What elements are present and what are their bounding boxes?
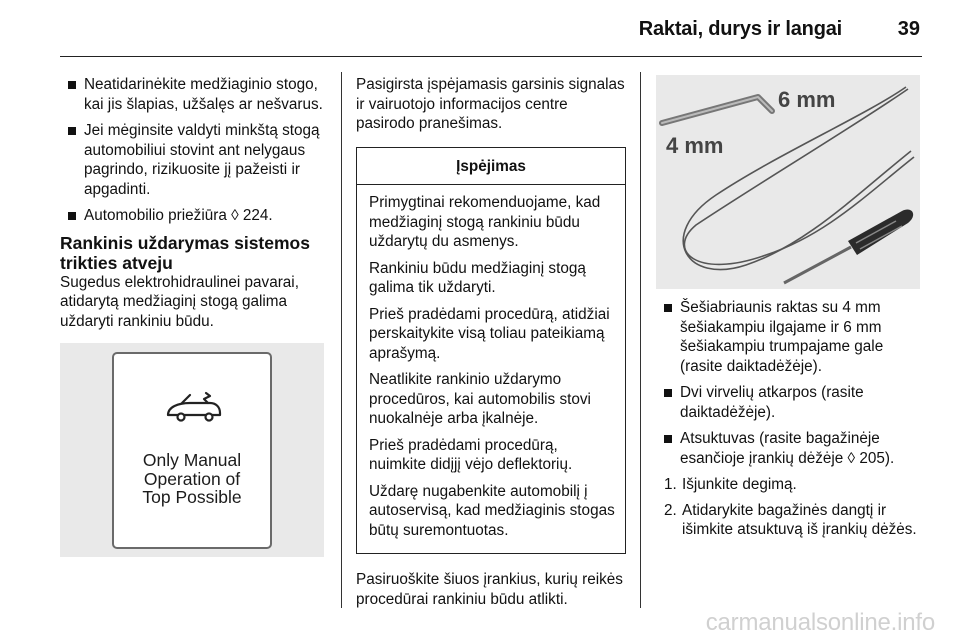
- step-item: 1. Išjunkite degimą.: [664, 476, 797, 493]
- section-heading: Rankinis uždarymas sistemos trikties atveju: [60, 232, 310, 273]
- step-item: 2. Atidarykite bagažinės dangtį ir išimkite atsuktuvą iš įrankių dėžės.: [664, 501, 917, 538]
- list-item: Automobilio priežiūra ◊ 224.: [60, 206, 328, 226]
- square-bullet-icon: [68, 81, 76, 89]
- list-item: Neatidarinėkite medžiaginio stogo, kai jis šlapias, užšalęs ar nešvarus.: [60, 75, 328, 114]
- left-bullet-list: [60, 75, 328, 226]
- list-item: Atsuktuvas (rasite bagažinėje esančioje įrankių dėžėje ◊ 205).: [656, 429, 921, 468]
- watermark: carmanualsonline.info: [705, 609, 935, 636]
- intro-paragraph: Pasigirsta įspėjamasis garsinis signalas ir vairuotojo informacijos centre pasirodo pranešimas.: [356, 76, 625, 132]
- screwdriver-icon: [784, 210, 913, 283]
- tools-bullet-list: [656, 298, 921, 468]
- square-bullet-icon: [664, 389, 672, 397]
- square-bullet-icon: [664, 435, 672, 443]
- square-bullet-icon: [68, 127, 76, 135]
- list-item: Šešiabriaunis raktas su 4 mm šešiakampiu ilgajame ir 6 mm šešiakampiu trumpajame gale (rasite daiktadėžėje).: [656, 298, 921, 376]
- middle-column: [356, 75, 626, 609]
- header-divider: [60, 56, 922, 57]
- tools-intro-paragraph: Pasiruoškite šiuos įrankius, kurių reikės procedūrai rankiniu būdu atlikti.: [356, 571, 623, 608]
- label-4mm: 4 mm: [666, 133, 724, 158]
- page-header-title: Raktai, durys ir langai: [638, 18, 842, 40]
- warning-title: Įspėjimas: [357, 148, 625, 186]
- column-divider-right: [640, 72, 641, 608]
- warning-body: [357, 185, 625, 553]
- list-item: Dvi virvelių atkarpos (rasite daiktadėžėje).: [656, 383, 921, 422]
- display-message-figure: [60, 343, 324, 557]
- warning-paragraph: Prieš pradėdami procedūrą, nuimkite didįjį vėjo deflektorių.: [369, 436, 573, 473]
- tools-figure: [656, 75, 920, 289]
- warning-paragraph: Primygtinai rekomenduojame, kad medžiaginį stogą rankiniu būdu uždarytų du asmenys.: [369, 194, 601, 250]
- square-bullet-icon: [664, 304, 672, 312]
- warning-box: [356, 147, 626, 555]
- left-column: [60, 75, 328, 331]
- square-bullet-icon: [68, 212, 76, 220]
- hex-key-icon: [662, 97, 772, 123]
- warning-paragraph: Rankiniu būdu medžiaginį stogą galima tik uždaryti.: [369, 259, 586, 296]
- right-column: [656, 298, 921, 546]
- warning-paragraph: Uždarę nugabenkite automobilį į autoservisą, kad medžiaginis stogas būtų suremontuotas.: [369, 482, 615, 539]
- warning-paragraph: Prieš pradėdami procedūrą, atidžiai perskaitykite visą toliau pateikiamą aprašymą.: [369, 305, 610, 362]
- page-number: 39: [897, 18, 920, 40]
- convertible-car-icon: [164, 391, 224, 425]
- display-message-text: Only Manual Operation of Top Possible: [142, 450, 242, 507]
- warning-paragraph: Neatlikite rankinio uždarymo procedūros, kai automobilis stovi nuokalnėje arba įkalnėje.: [369, 371, 591, 427]
- column-divider-left: [341, 72, 342, 608]
- label-6mm: 6 mm: [778, 87, 836, 112]
- section-paragraph: Sugedus elektrohidraulinei pavarai, atidarytą medžiaginį stogą galima uždaryti rankiniu būdu.: [60, 273, 299, 330]
- list-item: Jei mėginsite valdyti minkštą stogą automobiliui stovint ant nelygaus pagrindo, rizikuosite jį pažeisti ir apgadinti.: [60, 121, 328, 199]
- steps-list: [656, 475, 921, 540]
- display-message-panel: [112, 352, 272, 549]
